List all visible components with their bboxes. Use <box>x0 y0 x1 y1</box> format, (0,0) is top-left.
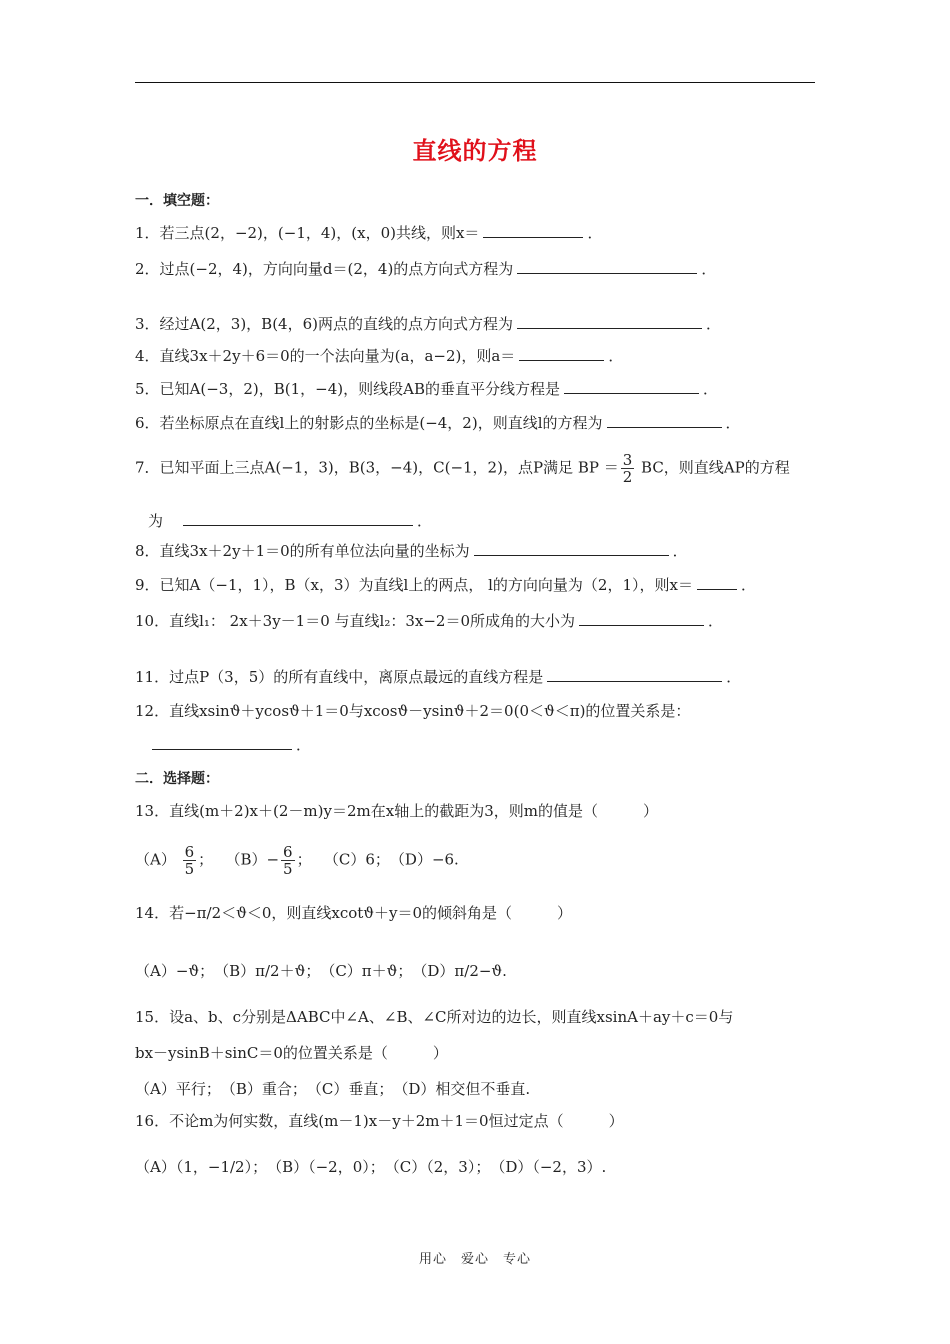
question-15-cont: bx－ysinB＋sinC＝0的位置关系是（ ） <box>135 1044 448 1062</box>
question-12: 12．直线xsinϑ＋ycosϑ＋1＝0与xcosϑ－ysinϑ＋2＝0(0＜ϑ＜π)的位置关系是： <box>135 702 691 720</box>
question-6: 6．若坐标原点在直线l上的射影点的坐标是(−4，2)，则直线l的方程为 ． <box>135 414 741 432</box>
question-15-options: （A）平行； （B）重合； （C）垂直； （D）相交但不垂直. <box>135 1080 531 1098</box>
section-choice: 二．选择题： <box>135 771 219 787</box>
question-9: 9．已知A（−1，1），B（x，3）为直线l上的两点， l的方向向量为（2，1），则x＝ ． <box>135 576 756 594</box>
question-12-answer: ． <box>148 734 311 756</box>
question-3: 3．经过A(2，3)，B(4，6)两点的直线的点方向式方程为 ． <box>135 315 721 333</box>
question-10: 10．直线l₁： 2x＋3y－1＝0 与直线l₂：3x−2＝0所成角的大小为 ． <box>135 612 724 630</box>
question-7: 7．已知平面上三点A(−1，3)，B(3，−4)，C(−1，2)，点P满足 BP ＝ $\frac{3}{2}$ BC，则直线AP的方程 <box>135 451 790 486</box>
section-fill-in: 一．填空题： <box>135 193 219 209</box>
fraction-3-2: $\frac{3}{2}$ <box>622 451 633 486</box>
question-7-answer: 为 ． <box>148 512 433 530</box>
question-13-options: （A） $\frac{6}{5}$ ； （B）− $\frac{6}{5}$ ； （C）6； （D）−6. <box>135 843 459 878</box>
question-16-options: （A）（1，−1/2）； （B）（−2，0）； （C）（2，3）； （D）（−2，3）. <box>135 1158 607 1176</box>
page-footer: 用心 爱心 专心 <box>418 1252 531 1267</box>
question-2: 2．过点(−2，4)，方向向量d＝(2，4)的点方向式方程为 ． <box>135 260 717 278</box>
question-5: 5．已知A(−3，2)，B(1，−4)，则线段AB的垂直平分线方程是 ． <box>135 380 718 398</box>
page-title: 直线的方程 <box>412 137 538 165</box>
question-13: 13．直线(m＋2)x＋(2－m)y＝2m在x轴上的截距为3，则m的值是（ ） <box>135 802 658 820</box>
question-4: 4．直线3x＋2y＋6＝0的一个法向量为(a，a−2)，则a＝ ． <box>135 347 624 365</box>
question-1: 1．若三点(2，−2)，(−1，4)，(x，0)共线，则x＝ ． <box>135 224 603 242</box>
question-14: 14．若−π/2＜ϑ＜0，则直线xcotϑ＋y＝0的倾斜角是（ ） <box>135 904 573 922</box>
question-15: 15．设a、b、c分别是ΔABC中∠A、∠B、∠C所对边的边长，则直线xsinA＋ay＋c＝0与 <box>135 1008 734 1026</box>
question-16: 16．不论m为何实数，直线(m－1)x－y＋2m＋1＝0恒过定点（ ） <box>135 1112 624 1130</box>
question-11: 11．过点P（3，5）的所有直线中，离原点最远的直线方程是 ． <box>135 668 742 686</box>
header-rule <box>135 82 815 83</box>
question-14-options: （A）−ϑ； （B）π/2＋ϑ； （C）π＋ϑ； （D）π/2−ϑ. <box>135 962 507 980</box>
question-8: 8．直线3x＋2y＋1＝0的所有单位法向量的坐标为 ． <box>135 542 688 560</box>
